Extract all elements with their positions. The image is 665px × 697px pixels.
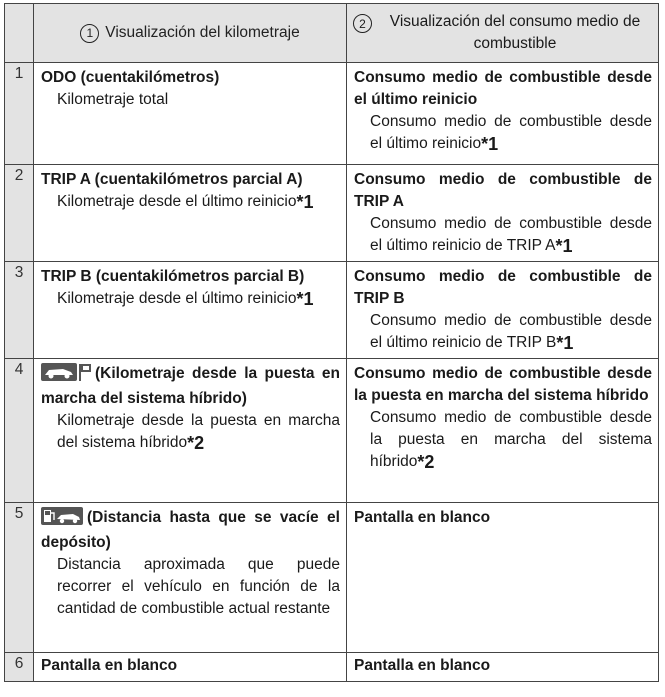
row-number: 2	[5, 165, 34, 262]
odometer-title: Pantalla en blanco	[41, 657, 178, 674]
fuel-title: Consumo medio de combustible de TRIP B	[354, 268, 652, 307]
row-number: 3	[5, 262, 34, 359]
odometer-title: TRIP B (cuentakilómetros parcial B)	[41, 268, 305, 285]
table-row	[5, 503, 659, 653]
fuel-title: Pantalla en blanco	[354, 509, 491, 526]
odometer-title: (Kilometraje desde la puesta en marcha del sistema híbrido)	[41, 365, 340, 407]
footnote-marker: *2	[417, 452, 435, 472]
circled-number-2: 2	[353, 14, 372, 33]
fuel-cell	[347, 262, 659, 359]
fuel-title: Consumo medio de combustible desde la puesta en marcha del sistema híbrido	[354, 365, 652, 404]
table-row	[5, 653, 659, 682]
odometer-cell	[34, 262, 347, 359]
odometer-cell	[34, 503, 347, 653]
display-items-table	[4, 3, 659, 682]
odometer-title: TRIP A (cuentakilómetros parcial A)	[41, 171, 303, 188]
footnote-marker: *1	[481, 134, 499, 154]
footnote-marker: *1	[555, 236, 573, 256]
fuel-cell	[347, 165, 659, 262]
odometer-desc: Distancia aproximada que puede recorrer el vehículo en función de la cantidad de combustible actual restante	[57, 556, 340, 617]
header-odometer-display	[34, 4, 347, 63]
fuel-desc: Consumo medio de combustible desde el último reinicio de TRIP B	[370, 312, 652, 351]
footnote-marker: *1	[296, 192, 314, 212]
fuel-title: Consumo medio de combustible desde el último reinicio	[354, 69, 652, 108]
header-corner-cell	[5, 4, 34, 63]
odometer-title: (Distancia hasta que se vacíe el depósito)	[41, 509, 340, 551]
fuel-cell	[347, 63, 659, 165]
table-row	[5, 262, 659, 359]
odometer-cell	[34, 165, 347, 262]
row-number: 6	[5, 653, 34, 682]
row-number: 1	[5, 63, 34, 165]
header-fuel-consumption-display	[347, 4, 659, 63]
odometer-cell	[34, 63, 347, 165]
fuel-desc: Consumo medio de combustible desde la puesta en marcha del sistema híbrido	[370, 409, 652, 470]
fuel-cell	[347, 359, 659, 503]
row-number: 5	[5, 503, 34, 653]
odometer-desc: Kilometraje desde el último reinicio	[57, 193, 297, 210]
fuel-title: Pantalla en blanco	[354, 657, 491, 674]
header-fuel-label: Visualización del consumo medio de combustible	[389, 13, 641, 52]
fuel-pump-car-icon	[41, 507, 83, 532]
fuel-title: Consumo medio de combustible de TRIP A	[354, 171, 652, 210]
odometer-desc: Kilometraje desde la puesta en marcha del sistema híbrido	[57, 412, 340, 451]
table-row	[5, 165, 659, 262]
fuel-cell	[347, 653, 659, 682]
table-row	[5, 359, 659, 503]
fuel-desc: Consumo medio de combustible desde el último reinicio de TRIP A	[370, 215, 652, 254]
footnote-marker: *1	[556, 333, 574, 353]
fuel-cell	[347, 503, 659, 653]
header-odometer-label: Visualización del kilometraje	[105, 24, 300, 41]
footnote-marker: *1	[296, 289, 314, 309]
footnote-marker: *2	[187, 433, 205, 453]
table-row	[5, 63, 659, 165]
odometer-cell	[34, 653, 347, 682]
fuel-desc: Consumo medio de combustible desde el último reinicio	[370, 113, 652, 152]
table-header-row	[5, 4, 659, 63]
odometer-title: ODO (cuentakilómetros)	[41, 69, 220, 86]
car-start-flag-icon	[41, 363, 91, 388]
odometer-cell	[34, 359, 347, 503]
circled-number-1: 1	[80, 24, 99, 43]
odometer-desc: Kilometraje desde el último reinicio	[57, 290, 297, 307]
row-number: 4	[5, 359, 34, 503]
odometer-desc: Kilometraje total	[57, 91, 169, 108]
